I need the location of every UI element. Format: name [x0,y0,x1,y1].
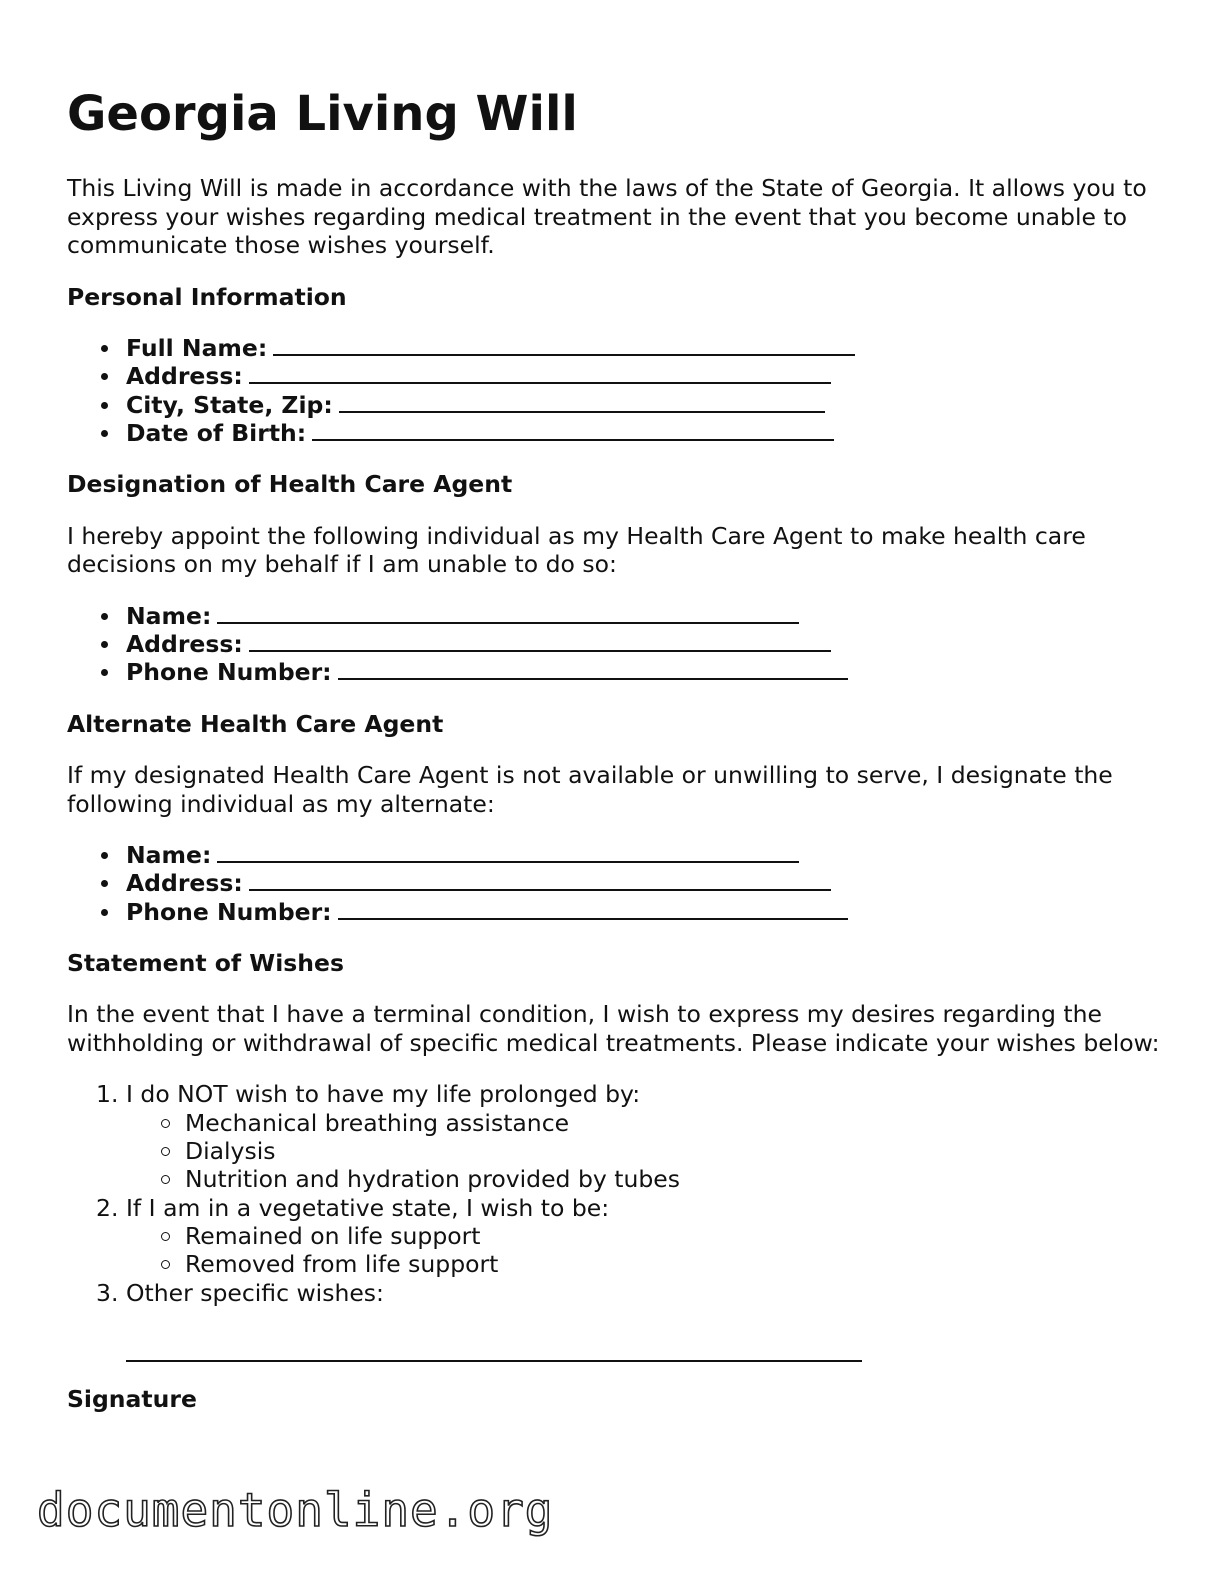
statement-of-wishes-heading: Statement of Wishes [67,948,344,977]
alternate-address-field [126,869,1177,897]
wish-text: If I am in a vegetative state, I wish to be: [126,1193,610,1222]
alternate-name-blank[interactable] [217,841,799,863]
statement-of-wishes-text: In the event that I have a terminal condition, I wish to express my desires regarding the withholding or withdrawal of specific medical treatments. Please indicate your wishes below: [67,1000,1160,1057]
city-state-zip-blank[interactable] [339,391,825,413]
wish-item [96,1193,1177,1279]
field-label: Full Name: [126,334,268,362]
page-title: Georgia Living Will [67,86,578,142]
agent-name-blank[interactable] [217,602,799,624]
wish-option[interactable]: Dialysis [185,1137,1177,1165]
agent-phone-blank[interactable] [338,658,848,680]
wish-sub-list [126,1109,1177,1194]
date-of-birth-field [126,419,1177,447]
health-care-agent-fields [67,602,1177,687]
agent-name-field [126,602,1177,630]
document-page [67,78,1177,1413]
city-state-zip-field [126,391,1177,419]
alternate-agent-heading: Alternate Health Care Agent [67,709,444,738]
field-label: Phone Number: [126,897,332,926]
intro-paragraph: This Living Will is made in accordance with the laws of the State of Georgia. It allows you to express your wishes regarding medical treatment in the event that you become unable to communicate those wishes yourself. [67,174,1147,259]
date-of-birth-blank[interactable] [312,419,834,441]
field-label: Name: [126,841,212,870]
alternate-phone-blank[interactable] [338,898,848,920]
field-label: Date of Birth: [126,418,307,447]
wish-item [96,1080,1177,1194]
alternate-phone-field [126,898,1177,926]
wishes-list [67,1080,1177,1306]
full-name-field [126,334,1177,362]
address-field [126,362,1177,390]
personal-info-fields [67,334,1177,447]
agent-address-field [126,630,1177,658]
alternate-address-blank[interactable] [249,869,831,891]
alternate-name-field [126,841,1177,869]
wish-option[interactable]: Nutrition and hydration provided by tubes [185,1165,1177,1193]
field-label: Address: [126,362,243,391]
field-label: Address: [126,869,243,898]
wish-option[interactable]: Mechanical breathing assistance [185,1109,1177,1137]
alternate-agent-fields [67,841,1177,926]
field-label: City, State, Zip: [126,390,333,419]
field-label: Address: [126,629,243,658]
personal-info-heading: Personal Information [67,282,347,311]
alternate-agent-text: If my designated Health Care Agent is not available or unwilling to serve, I designate the following individual as my alternate: [67,761,1113,818]
agent-address-blank[interactable] [249,630,831,652]
wish-number: 1. [96,1080,119,1109]
wish-option[interactable]: Removed from life support [185,1250,1177,1278]
health-care-agent-heading: Designation of Health Care Agent [67,470,513,499]
wish-option[interactable]: Remained on life support [185,1222,1177,1250]
field-label: Name: [126,601,212,630]
full-name-blank[interactable] [273,334,855,356]
wish-text: Other specific wishes: [126,1278,384,1307]
address-blank[interactable] [249,362,831,384]
other-wishes-blank[interactable] [126,1342,862,1362]
wish-number: 2. [96,1193,119,1222]
agent-phone-field [126,658,1177,686]
watermark: documentonline.org [37,1483,554,1537]
health-care-agent-text: I hereby appoint the following individual as my Health Care Agent to make health care decisions on my behalf if I am unable to do so: [67,521,1086,579]
field-label: Phone Number: [126,658,332,687]
wish-text: I do NOT wish to have my life prolonged by: [126,1080,641,1109]
wish-sub-list [126,1222,1177,1279]
wish-number: 3. [96,1278,119,1307]
signature-heading: Signature [67,1384,197,1413]
wish-item [96,1278,1177,1307]
